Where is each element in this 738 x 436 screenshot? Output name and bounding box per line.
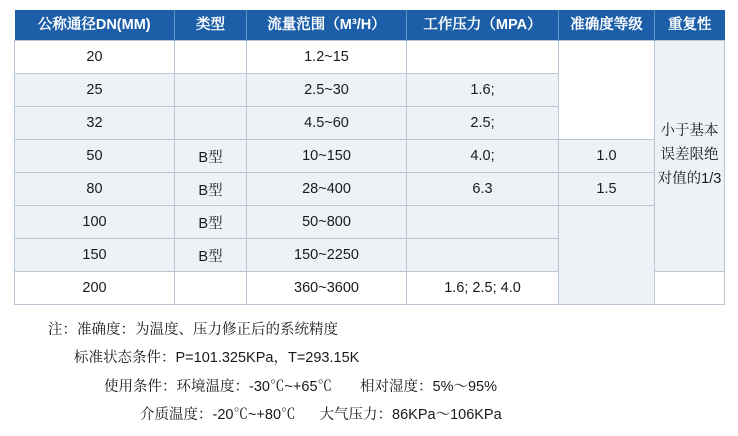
cell-type: B型 <box>175 239 247 272</box>
column-header-flow-range: 流量范围（M³/H） <box>247 10 407 41</box>
note-medium-temperature: 介质温度：-20℃~+80℃ <box>140 406 296 423</box>
cell-dn: 80 <box>15 173 175 206</box>
cell-pressure: 4.0; <box>407 140 559 173</box>
column-header-dn: 公称通径DN(MM) <box>15 10 175 41</box>
cell-type <box>175 107 247 140</box>
cell-flow: 4.5~60 <box>247 107 407 140</box>
cell-accuracy-2: 1.5 <box>559 173 655 206</box>
cell-type <box>175 41 247 74</box>
cell-pressure <box>407 206 559 239</box>
table-row <box>15 41 725 74</box>
table-header <box>15 10 725 41</box>
cell-pressure: 1.6; 2.5; 4.0 <box>407 272 559 305</box>
cell-dn: 150 <box>15 239 175 272</box>
table-row <box>15 173 725 206</box>
note-standard-conditions: 标准状态条件：P=101.325KPa，T=293.15K <box>74 350 360 367</box>
column-header-working-pressure: 工作压力（MPA） <box>407 10 559 41</box>
cell-pressure <box>407 41 559 74</box>
cell-flow: 2.5~30 <box>247 74 407 107</box>
column-header-accuracy-class: 准确度等级 <box>559 10 655 41</box>
note-accuracy: 注：准确度：为温度、压力修正后的系统精度 <box>48 322 338 338</box>
cell-repeatability-blank <box>655 272 725 305</box>
note-ambient-temperature: 使用条件：环境温度：-30℃~+65℃ <box>104 378 333 395</box>
cell-flow: 360~3600 <box>247 272 407 305</box>
cell-pressure: 6.3 <box>407 173 559 206</box>
cell-flow: 150~2250 <box>247 239 407 272</box>
cell-accuracy-blank-top <box>559 41 655 140</box>
cell-type <box>175 74 247 107</box>
specification-table <box>14 10 725 305</box>
table-row <box>15 206 725 239</box>
table-body <box>15 41 725 305</box>
column-header-type: 类型 <box>175 10 247 41</box>
note-operating-conditions <box>48 373 724 401</box>
table-header-row <box>15 10 725 41</box>
cell-type: B型 <box>175 206 247 239</box>
cell-pressure <box>407 239 559 272</box>
cell-flow: 1.2~15 <box>247 41 407 74</box>
note-relative-humidity: 相对湿度：5%～95% <box>360 378 498 395</box>
cell-accuracy-blank-bottom <box>559 206 655 305</box>
cell-flow: 10~150 <box>247 140 407 173</box>
cell-pressure: 1.6; <box>407 74 559 107</box>
cell-dn: 20 <box>15 41 175 74</box>
cell-type <box>175 272 247 305</box>
column-header-repeatability: 重复性 <box>655 10 725 41</box>
cell-type: B型 <box>175 173 247 206</box>
cell-repeatability: 小于基本误差限绝对值的1/3 <box>655 41 725 272</box>
cell-dn: 50 <box>15 140 175 173</box>
table-row <box>15 140 725 173</box>
cell-dn: 200 <box>15 272 175 305</box>
cell-pressure: 2.5; <box>407 107 559 140</box>
note-atmospheric-pressure: 大气压力：86KPa～106KPa <box>319 406 502 423</box>
notes-block <box>14 316 724 429</box>
note-medium-conditions <box>48 401 724 429</box>
cell-dn: 32 <box>15 107 175 140</box>
cell-dn: 25 <box>15 74 175 107</box>
cell-type: B型 <box>175 140 247 173</box>
cell-flow: 28~400 <box>247 173 407 206</box>
cell-dn: 100 <box>15 206 175 239</box>
cell-accuracy-1: 1.0 <box>559 140 655 173</box>
cell-flow: 50~800 <box>247 206 407 239</box>
